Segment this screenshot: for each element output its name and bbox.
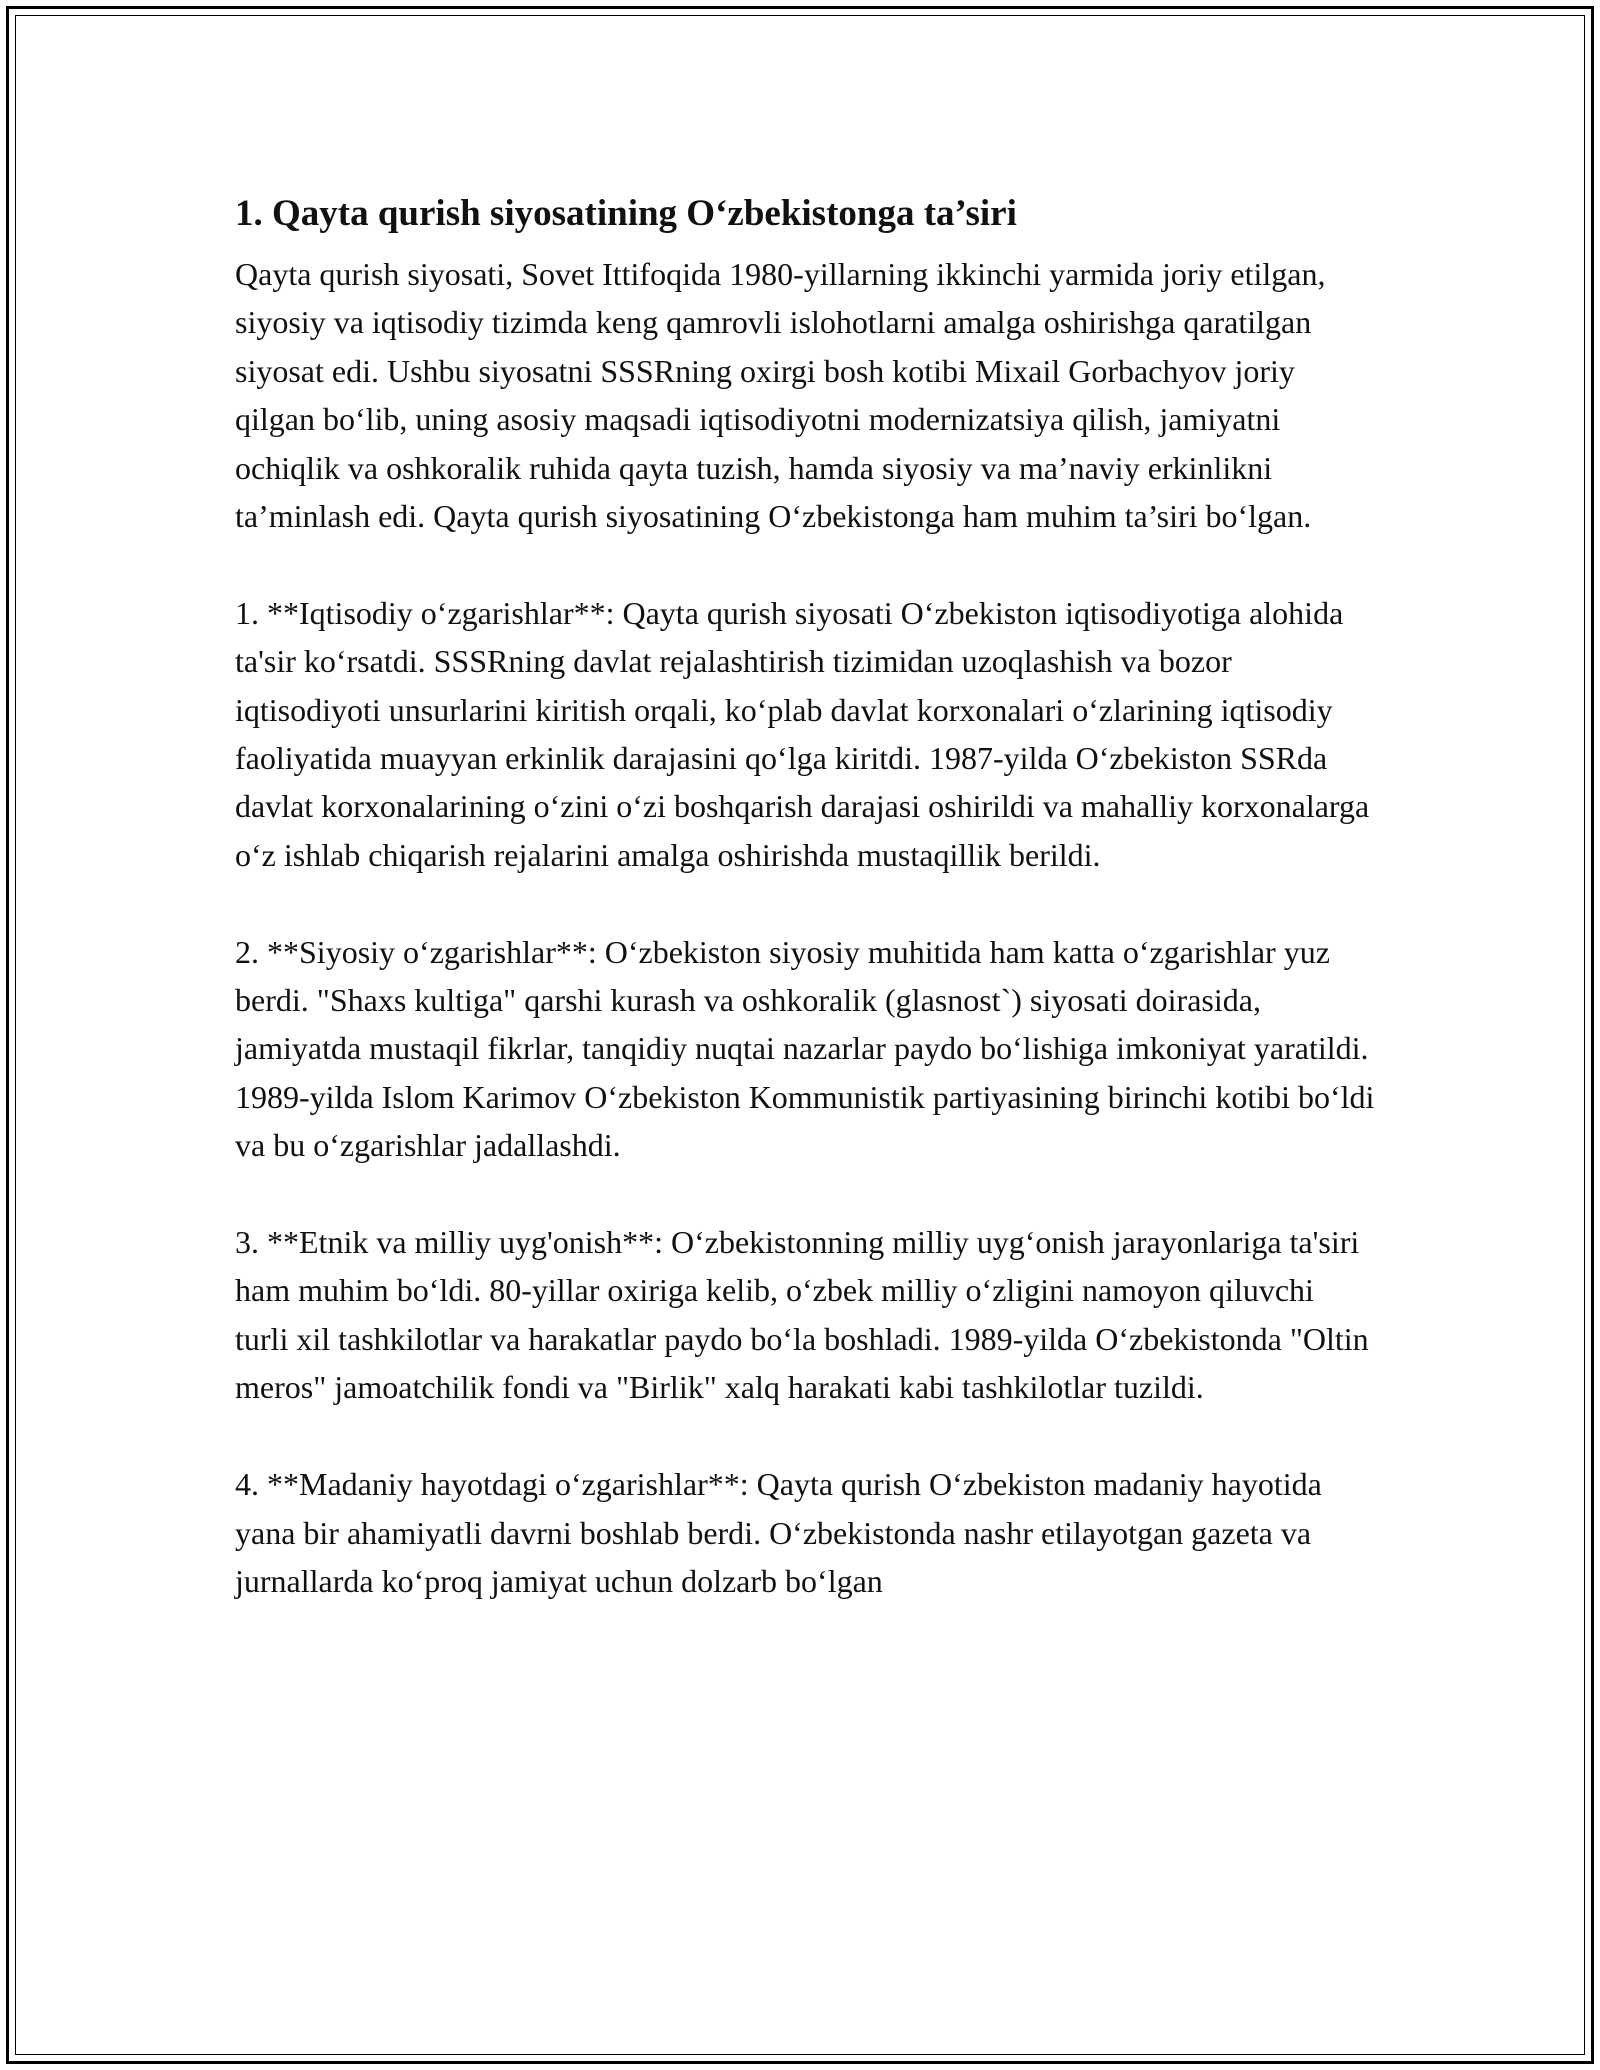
paragraph-cultural-changes: 4. **Madaniy hayotdagi o‘zgarishlar**: Qayta qurish O‘zbekiston madaniy hayotida yana bir ahamiyatli davrni boshlab berdi. O‘zbekistonda nashr etilayotgan gazeta va jurnallarda ko‘proq jamiyat uchun dolzarb bo‘lgan — [235, 1466, 1322, 1599]
paragraph-national-awakening: 3. **Etnik va milliy uyg'onish**: O‘zbekistonning milliy uyg‘onish jarayonlariga ta'siri ham muhim bo‘ldi. 80-yillar oxiriga kelib, o‘zbek milliy o‘zligini namoyon qiluvchi turli xil tashkilotlar va harakatlar paydo bo‘la boshladi. 1989-yilda O‘zbekistonda "Oltin meros" jamoatchilik fondi va "Birlik" xalq harakati kabi tashkilotlar tuzildi. — [235, 1224, 1369, 1406]
paragraph-economic-changes: 1. **Iqtisodiy o‘zgarishlar**: Qayta qurish siyosati O‘zbekiston iqtisodiyotiga alohida ta'sir ko‘rsatdi. SSSRning davlat rejalashtirish tizimidan uzoqlashish va bozor iqtisodiyoti unsurlarini kiritish orqali, ko‘plab davlat korxonalari o‘zlarining iqtisodiy faoliyatida muayyan erkinlik darajasini qo‘lga kiritdi. 1987-yilda O‘zbekiston SSRda davlat korxonalarining o‘zini o‘zi boshqarish darajasi oshirildi va mahalliy korxonalarga o‘z ishlab chiqarish rejalarini amalga oshirishda mustaqillik berildi. — [235, 594, 1370, 873]
paragraph-political-changes: 2. **Siyosiy o‘zgarishlar**: O‘zbekiston siyosiy muhitida ham katta o‘zgarishlar yuz berdi. "Shaxs kultiga" qarshi kurash va oshkoralik (glasnost`) siyosati doirasida, jamiyatda mustaqil fikrlar, tanqidiy nuqtai nazarlar paydo bo‘lishiga imkoniyat yaratildi. 1989-yilda Islom Karimov O‘zbekiston Kommunistik partiyasining birinchi kotibi bo‘ldi va bu o‘zgarishlar jadallashdi. — [235, 933, 1375, 1164]
paragraph-intro: Qayta qurish siyosati, Sovet Ittifoqida 1980-yillarning ikkinchi yarmida joriy etilgan, siyosiy va iqtisodiy tizimda keng qamrovli islohotlarni amalga oshirishga qaratilgan siyosat edi. Ushbu siyosatni SSSRning oxirgi bosh kotibi Mixail Gorbachyov joriy qilgan bo‘lib, uning asosiy maqsadi iqtisodiyotni modernizatsiya qilish, jamiyatni ochiqlik va oshkoralik ruhida qayta tuzish, hamda siyosiy va ma’naviy erkinlikni ta’minlash edi. Qayta qurish siyosatining O‘zbekistonga ham muhim ta’siri bo‘lgan. — [235, 256, 1326, 535]
document-body — [235, 186, 1375, 1654]
document-title: 1. Qayta qurish siyosatining O‘zbekistonga ta’siri — [235, 193, 1017, 234]
